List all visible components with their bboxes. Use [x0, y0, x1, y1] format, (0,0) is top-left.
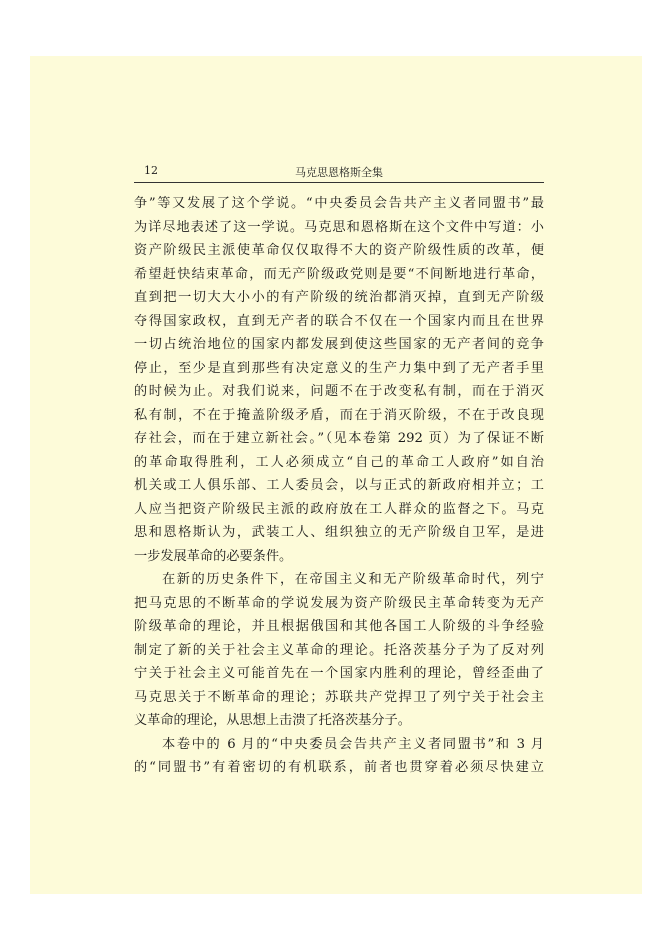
- text-line: 一切占统治地位的国家内都发展到使这些国家的无产者间的竞争: [134, 337, 544, 352]
- text-line: 思和恩格斯认为，武装工人、组织独立的无产阶级自卫军，是进: [134, 525, 544, 540]
- body-text: [134, 192, 544, 780]
- text-line: 本卷中的 6 月的“中央委员会告共产主义者同盟书”和 3 月: [162, 736, 544, 752]
- text-line: 夺得国家政权，直到无产者的联合不仅在一个国家内而且在世界: [134, 313, 544, 329]
- text-line: 存社会，而在于建立新社会。”（见本卷第 292 页）为了保证不断: [134, 431, 544, 446]
- page-number: 12: [144, 164, 158, 177]
- running-title: 马克思恩格斯全集: [295, 166, 383, 179]
- text-line: 一步发展革命的必要条件。: [134, 548, 293, 564]
- text-line: 把马克思的不断革命的学说发展为资产阶级民主革命转变为无产: [134, 595, 544, 611]
- text-line: 在新的历史条件下，在帝国主义和无产阶级革命时代，列宁: [162, 572, 544, 587]
- text-line: 宁关于社会主义可能首先在一个国家内胜利的理论，曾经歪曲了: [134, 666, 544, 681]
- text-line: 资产阶级民主派使革命仅仅取得不大的资产阶级性质的改革，便: [134, 243, 544, 258]
- text-line: 争”等又发展了这个学说。“中央委员会告共产主义者同盟书”最: [134, 196, 544, 211]
- text-line: 马克思关于不断革命的理论；苏联共产党捍卫了列宁关于社会主: [134, 689, 544, 705]
- text-line: 希望赶快结束革命，而无产阶级政党则是要“不间断地进行革命，: [134, 266, 544, 282]
- text-line: 为详尽地表述了这一学说。马克思和恩格斯在这个文件中写道：小: [134, 219, 544, 235]
- text-line: 人应当把资产阶级民主派的政府放在工人群众的监督之下。马克: [134, 501, 544, 517]
- text-line: 机关或工人俱乐部、工人委员会，以与正式的新政府相并立；工: [134, 478, 544, 493]
- page-header: [134, 162, 544, 183]
- text-line: 的时候为止。对我们说来，问题不在于改变私有制，而在于消灭: [134, 384, 544, 399]
- text-line: 的“同盟书”有着密切的有机联系，前者也贯穿着必须尽快建立: [134, 760, 544, 775]
- text-line: 义革命的理论，从思想上击溃了托洛茨基分子。: [134, 713, 411, 728]
- text-line: 私有制，不在于掩盖阶级矛盾，而在于消灭阶级，不在于改良现: [134, 407, 544, 423]
- text-line: 制定了新的关于社会主义革命的理论。托洛茨基分子为了反对列: [134, 642, 544, 658]
- text-line: 阶级革命的理论，并且根据俄国和其他各国工人阶级的斗争经验: [134, 619, 544, 634]
- text-line: 直到把一切大大小小的有产阶级的统治都消灭掉，直到无产阶级: [134, 290, 544, 305]
- text-line: 的革命取得胜利，工人必须成立“自己的革命工人政府”如自治: [134, 454, 544, 470]
- text-line: 停止，至少是直到那些有决定意义的生产力集中到了无产者手里: [134, 360, 544, 376]
